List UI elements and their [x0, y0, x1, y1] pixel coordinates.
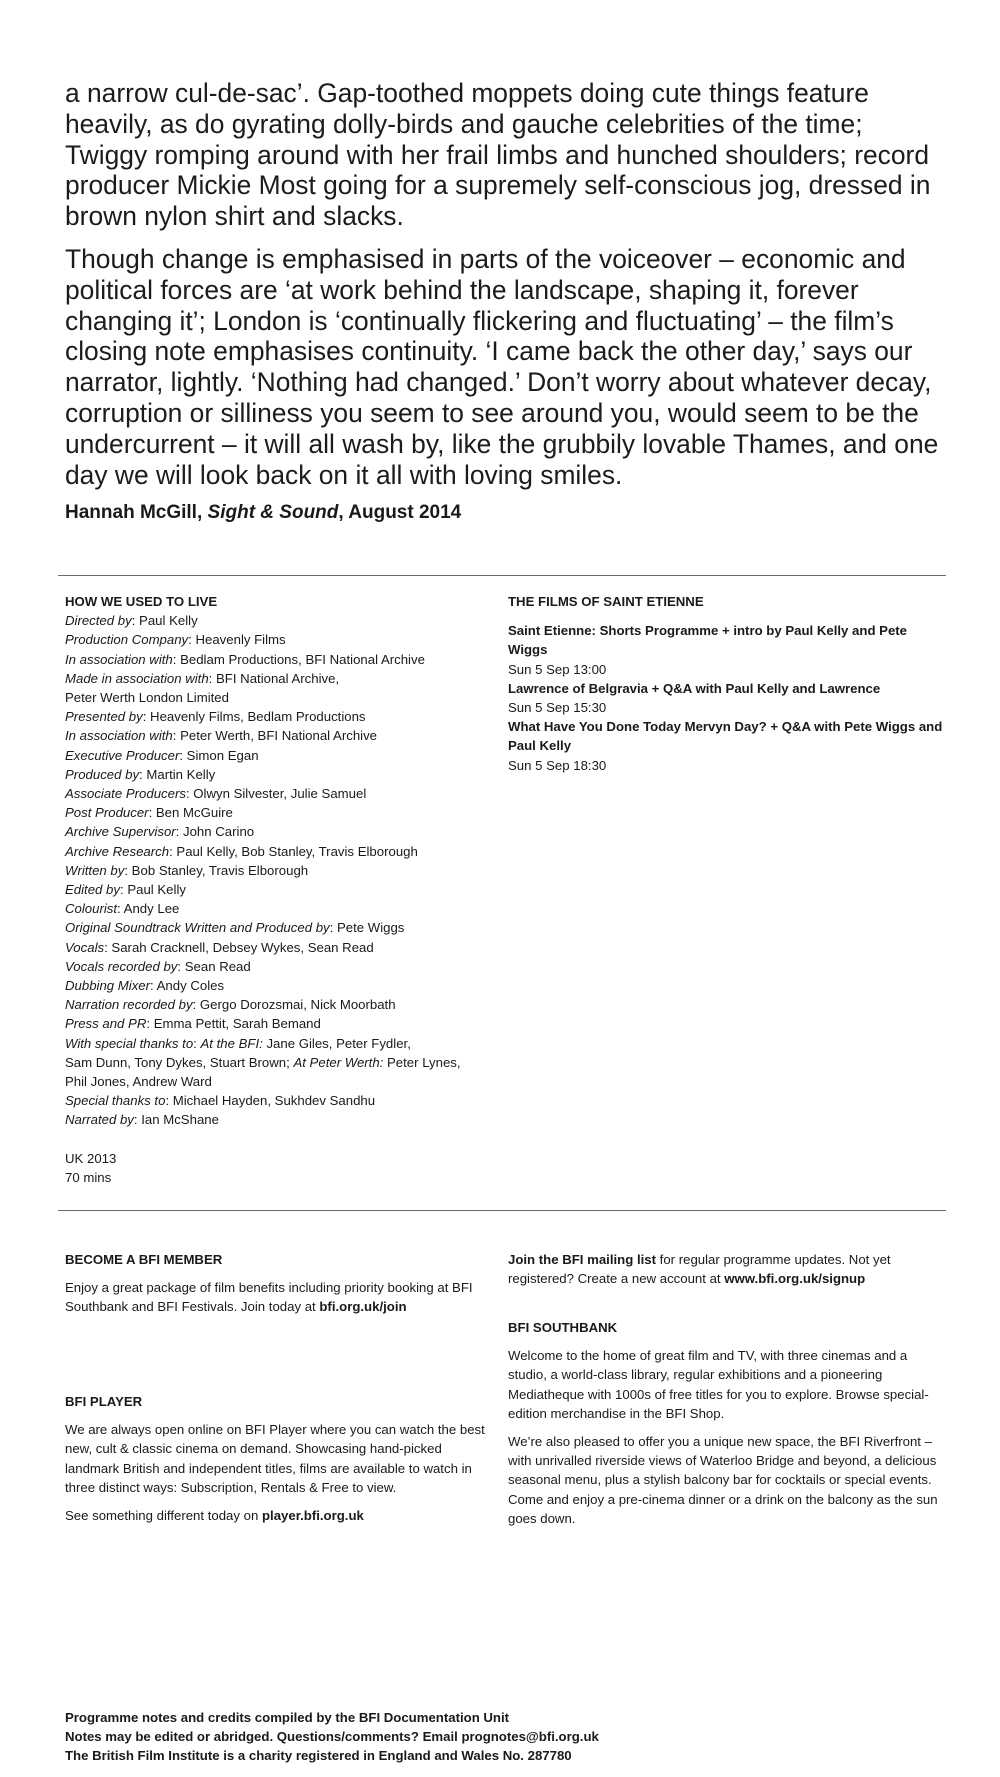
- credit-role: Archive Supervisor: [65, 824, 176, 840]
- credit-names: : Heavenly Films: [188, 632, 286, 648]
- film-event-date: Sun 5 Sep 13:00: [508, 661, 607, 677]
- film-event[interactable]: [508, 717, 948, 775]
- credit-names: : Paul Kelly, Bob Stanley, Travis Elborough: [169, 843, 418, 859]
- credit-row: [65, 688, 485, 707]
- credit-role: Edited by: [65, 882, 120, 898]
- divider-top: [58, 575, 946, 576]
- credit-subrole-werth: At Peter Werth:: [293, 1054, 384, 1070]
- runtime: 70 mins: [65, 1169, 112, 1185]
- credit-role: Narrated by: [65, 1112, 134, 1128]
- film-event-title: What Have You Done Today Mervyn Day? + Q&A with Pete Wiggs and Paul Kelly: [508, 719, 943, 754]
- credit-names: : Bob Stanley, Travis Elborough: [124, 862, 309, 878]
- credit-names: : John Carino: [175, 824, 255, 840]
- credit-row: [65, 630, 485, 649]
- credit-row: [65, 707, 485, 726]
- film-event-date: Sun 5 Sep 15:30: [508, 700, 607, 716]
- credit-row: [65, 938, 485, 957]
- credit-names: : BFI National Archive,: [208, 670, 340, 686]
- credit-role: Colourist: [65, 901, 118, 917]
- credit-role: In association with: [65, 651, 173, 667]
- credit-role: Vocals: [65, 939, 105, 955]
- film-event[interactable]: [508, 621, 948, 679]
- film-event-title: Lawrence of Belgravia + Q&A with Paul Kelly and Lawrence: [508, 680, 881, 696]
- credits-block: [65, 592, 485, 1187]
- credit-names-bfi: Jane Giles, Peter Fydler,: [262, 1035, 411, 1051]
- review-paragraph-1: a narrow cul-de-sac’. Gap-toothed moppets doing cute things feature heavily, as do gyrating dolly-birds and gauche celebrities of the time; Twiggy romping around with her frail limbs and hunched shoulders; record producer Mickie Most going for a supremely self-conscious jog, dressed in brown nylon shirt and slacks.: [65, 78, 931, 232]
- footer-line-2: Notes may be edited or abridged. Questions/comments? Email prognotes@bfi.org.uk: [65, 1729, 599, 1745]
- credit-names: : Paul Kelly: [120, 882, 186, 898]
- credit-row: [65, 1014, 485, 1033]
- credit-row-special-thanks: [65, 1034, 485, 1053]
- footer: [65, 1708, 599, 1766]
- member-body: Enjoy a great package of film benefits including priority booking at BFI Southbank and BFI Festivals. Join today at: [65, 1280, 473, 1315]
- review-excerpt: [65, 78, 945, 524]
- credit-names: Sam Dunn, Tony Dykes, Stuart Brown;: [65, 1054, 294, 1070]
- credit-role: Special thanks to: [65, 1093, 166, 1109]
- player-block: [65, 1392, 485, 1525]
- credit-role: Executive Producer: [65, 747, 180, 763]
- films-block: [508, 592, 948, 775]
- credits-list: [65, 611, 485, 1033]
- film-event[interactable]: [508, 679, 948, 717]
- credit-names: : Ben McGuire: [148, 805, 233, 821]
- credit-row: [65, 1110, 485, 1129]
- credit-names: : Ian McShane: [133, 1112, 219, 1128]
- credit-names: : Emma Pettit, Sarah Bemand: [146, 1016, 321, 1032]
- film-event-title: Saint Etienne: Shorts Programme + intro by Paul Kelly and Pete Wiggs: [508, 623, 908, 658]
- credit-row: [65, 669, 485, 688]
- credit-role: In association with: [65, 728, 173, 744]
- credit-names: : Peter Werth, BFI National Archive: [172, 728, 378, 744]
- films-event-list: [508, 621, 948, 775]
- credit-role: Associate Producers: [65, 786, 186, 802]
- credit-names: : Paul Kelly: [131, 613, 198, 629]
- footer-line-1: Programme notes and credits compiled by the BFI Documentation Unit: [65, 1710, 510, 1725]
- credit-role: Archive Research: [65, 843, 170, 859]
- credit-row: [65, 976, 485, 995]
- credit-names: : Andy Coles: [150, 978, 225, 994]
- credit-row: [65, 880, 485, 899]
- player-title: BFI PLAYER: [65, 1394, 143, 1409]
- mailing-text: [508, 1250, 948, 1288]
- credits-list-end: [65, 1091, 485, 1129]
- credit-names: : Simon Egan: [179, 747, 259, 763]
- player-cta: [65, 1506, 485, 1525]
- films-title: THE FILMS OF SAINT ETIENNE: [508, 594, 704, 609]
- credit-subrole-bfi: At the BFI:: [200, 1035, 263, 1051]
- credit-role: Narration recorded by: [65, 997, 193, 1013]
- credit-row: [65, 995, 485, 1014]
- credit-row: [65, 803, 485, 822]
- credit-separator: :: [193, 1035, 201, 1051]
- credit-row: [65, 899, 485, 918]
- southbank-title: BFI SOUTHBANK: [508, 1320, 618, 1335]
- film-event-date: Sun 5 Sep 18:30: [508, 757, 607, 773]
- credit-names: : Michael Hayden, Sukhdev Sandhu: [165, 1093, 376, 1109]
- credit-role: Production Company: [65, 632, 189, 648]
- credit-row-special-thanks-3: Phil Jones, Andrew Ward: [65, 1074, 212, 1090]
- member-title: BECOME A BFI MEMBER: [65, 1252, 223, 1267]
- member-block: [65, 1250, 485, 1317]
- credit-row: [65, 918, 485, 937]
- credit-names: : Heavenly Films, Bedlam Productions: [142, 709, 366, 725]
- southbank-block: [508, 1318, 948, 1537]
- credit-role: Written by: [65, 862, 125, 878]
- credit-names: : Pete Wiggs: [329, 920, 405, 936]
- country-year: UK 2013: [65, 1150, 117, 1166]
- credit-role: Press and PR: [65, 1016, 147, 1032]
- review-paragraph-2: Though change is emphasised in parts of the voiceover – economic and political forces are ‘at work behind the landscape, shaping it, forever changing it’; London is ‘continually flickering and fluctuating’ – the film’s closing note emphasises continuity. ‘I came back the other day,’ says our narrator, lightly. ‘Nothing had changed.’ Don’t worry about whatever decay, corruption or silliness you seem to see around you, would seem to be the undercurrent – it will all wash by, like the grubbily lovable Thames, and one day we will look back on it all with loving smiles.: [65, 243, 939, 490]
- credit-row-special-thanks-2: [65, 1053, 485, 1072]
- credit-role: Original Soundtrack Written and Produced by: [65, 920, 330, 936]
- credit-row: [65, 1091, 485, 1110]
- byline-date: , August 2014: [338, 502, 462, 524]
- player-text: We are always open online on BFI Player where you can watch the best new, cult & classic cinema on demand. Showcasing hand-picked landmark British and independent titles, films are available to watch in three distinct ways: Subscription, Rentals & Free to view.: [65, 1422, 485, 1495]
- member-text: [65, 1278, 485, 1316]
- credit-row: [65, 650, 485, 669]
- member-join-link[interactable]: bfi.org.uk/join: [319, 1299, 407, 1315]
- credit-role: Directed by: [65, 613, 132, 629]
- credit-row: [65, 611, 485, 630]
- byline-author: Hannah McGill,: [65, 502, 203, 524]
- player-cta-text: See something different today on: [65, 1508, 262, 1524]
- review-byline: [65, 502, 945, 524]
- credit-row: [65, 726, 485, 745]
- credit-role: Vocals recorded by: [65, 958, 178, 974]
- credit-role: Made in association with: [65, 670, 209, 686]
- credit-role: Dubbing Mixer: [65, 978, 151, 994]
- mailing-list-link[interactable]: Join the BFI mailing list: [508, 1252, 657, 1267]
- credit-role: With special thanks to: [65, 1035, 194, 1051]
- southbank-para-1: Welcome to the home of great film and TV, with three cinemas and a studio, a world-class library, regular exhibitions and a pioneering Mediatheque with 1000s of free titles for you to explore. Browse special-edition merchandise in the BFI Shop.: [508, 1348, 929, 1421]
- credit-names-werth: Peter Lynes,: [383, 1054, 461, 1070]
- credit-names: : Olwyn Silvester, Julie Samuel: [185, 786, 367, 802]
- footer-line-3: The British Film Institute is a charity registered in England and Wales No. 287780: [65, 1748, 572, 1764]
- credit-row: [65, 765, 485, 784]
- credit-role: Presented by: [65, 709, 143, 725]
- credit-row: [65, 822, 485, 841]
- credit-names: : Gergo Dorozsmai, Nick Moorbath: [192, 997, 396, 1013]
- player-link[interactable]: player.bfi.org.uk: [261, 1508, 364, 1524]
- credit-row: [65, 842, 485, 861]
- southbank-para-2: We’re also pleased to offer you a unique new space, the BFI Riverfront – with unrivalled riverside views of Waterloo Bridge and beyond, a delicious seasonal menu, plus a stylish balcony bar for cocktails or special events. Come and enjoy a pre-cinema dinner or a drink on the balcony as the sun goes down.: [508, 1434, 938, 1526]
- credit-names: : Martin Kelly: [139, 766, 216, 782]
- divider-bottom: [58, 1210, 946, 1211]
- credit-role: Produced by: [65, 766, 140, 782]
- credit-row: [65, 861, 485, 880]
- credit-role: Post Producer: [65, 805, 149, 821]
- signup-link[interactable]: www.bfi.org.uk/signup: [724, 1271, 866, 1287]
- credit-row: [65, 784, 485, 803]
- mailing-block: [508, 1250, 948, 1288]
- credit-names: Peter Werth London Limited: [65, 690, 229, 706]
- credit-row: [65, 957, 485, 976]
- credit-names: : Bedlam Productions, BFI National Archive: [172, 651, 425, 667]
- credit-names: : Andy Lee: [117, 901, 180, 917]
- credit-names: : Sarah Cracknell, Debsey Wykes, Sean Read: [104, 939, 374, 955]
- mailing-body: for regular programme updates. Not yet registered? Create a new account at: [508, 1252, 891, 1287]
- credits-title: HOW WE USED TO LIVE: [65, 594, 218, 609]
- credit-row: [65, 746, 485, 765]
- byline-publication: Sight & Sound: [207, 502, 339, 524]
- credit-names: : Sean Read: [177, 958, 251, 974]
